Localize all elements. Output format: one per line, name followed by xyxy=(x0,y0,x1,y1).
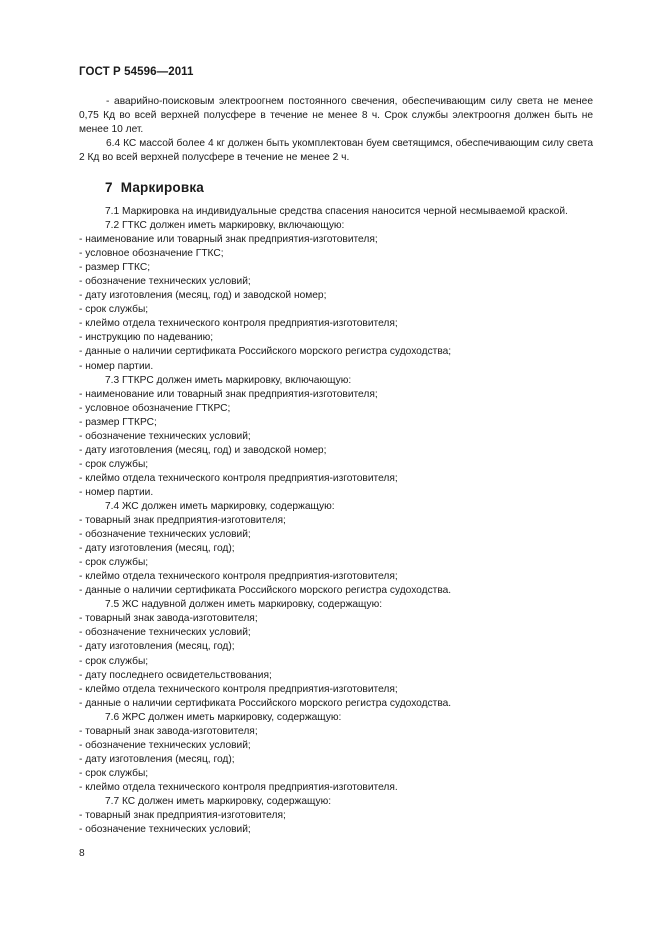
list-item: - обозначение технических условий; xyxy=(79,739,251,751)
list-item: - товарный знак завода-изготовителя; xyxy=(79,725,258,737)
list-item: - товарный знак предприятия-изготовителя; xyxy=(79,810,286,822)
list-item: - размер ГТКС; xyxy=(79,262,151,274)
list-item: - данные о наличии сертификата Российского морского регистра судоходства. xyxy=(79,585,452,597)
list-item: - номер партии. xyxy=(79,360,154,372)
clause-line: 7.6 ЖРС должен иметь маркировку, содержащую: xyxy=(105,711,342,723)
list-item: - клеймо отдела технического контроля предприятия-изготовителя; xyxy=(79,318,398,330)
clause-line: 7.7 КС должен иметь маркировку, содержащую: xyxy=(105,795,332,807)
clause-line: 7.4 ЖС должен иметь маркировку, содержащую: xyxy=(105,500,335,512)
clause-line: 7.3 ГТКРС должен иметь маркировку, включающую: xyxy=(105,374,352,386)
list-item: - данные о наличии сертификата Российского морского регистра судоходства; xyxy=(79,346,452,358)
page-header: ГОСТ Р 54596—2011 xyxy=(79,66,194,78)
paragraph: 6.4 КС массой более 4 кг должен быть укомплектован буем светящимся, обеспечивающим силу света 2 Кд во всей верхней полусфере в течение не менее 2 ч. xyxy=(79,138,593,163)
list-item: - данные о наличии сертификата Российского морского регистра судоходства. xyxy=(79,697,452,709)
list-item: - размер ГТКРС; xyxy=(79,416,157,428)
list-item: - товарный знак предприятия-изготовителя; xyxy=(79,515,286,527)
list-item: - дату изготовления (месяц, год); xyxy=(79,753,235,765)
list-item: - дату последнего освидетельствования; xyxy=(79,669,272,681)
list-item: - клеймо отдела технического контроля предприятия-изготовителя; xyxy=(79,571,398,583)
list-item: - наименование или товарный знак предприятия-изготовителя; xyxy=(79,388,378,400)
section-number: 7 xyxy=(105,180,113,195)
list-item: - клеймо отдела технического контроля предприятия-изготовителя; xyxy=(79,472,398,484)
clause-line: 7.1 Маркировка на индивидуальные средства спасения наносится черной несмываемой краской. xyxy=(105,206,568,217)
list-item: - клеймо отдела технического контроля предприятия-изготовителя. xyxy=(79,781,398,793)
clause-line: 7.2 ГТКС должен иметь маркировку, включающую: xyxy=(105,220,345,232)
list-item: - наименование или товарный знак предприятия-изготовителя; xyxy=(79,234,378,246)
list-item: - дату изготовления (месяц, год); xyxy=(79,641,235,653)
list-item: - условное обозначение ГТКРС; xyxy=(79,402,231,414)
list-item: - срок службы; xyxy=(79,304,149,316)
list-item: - дату изготовления (месяц, год) и заводской номер; xyxy=(79,444,327,456)
list-item: - товарный знак завода-изготовителя; xyxy=(79,613,258,625)
list-item: - условное обозначение ГТКС; xyxy=(79,248,224,260)
clause-line: 7.5 ЖС надувной должен иметь маркировку, содержащую: xyxy=(105,599,383,611)
list-item: - срок службы; xyxy=(79,557,149,569)
list-item: - срок службы; xyxy=(79,767,149,779)
list-item: - обозначение технических условий; xyxy=(79,824,251,836)
list-item: - дату изготовления (месяц, год) и заводской номер; xyxy=(79,290,327,302)
section-heading xyxy=(105,180,204,195)
list-item: - обозначение технических условий; xyxy=(79,529,251,541)
list-item: - номер партии. xyxy=(79,486,154,498)
list-item: - инструкцию по надеванию; xyxy=(79,332,214,344)
intro-text xyxy=(79,95,593,165)
page-number: 8 xyxy=(79,848,85,859)
paragraph: - аварийно-поисковым электроогнем постоянного свечения, обеспечивающим силу света не менее 0,75 Кд во всей верхней полусфере в течение не менее 8 ч. Срок службы электроогня должен быть не менее 10 лет. xyxy=(79,96,593,135)
list-item: - срок службы; xyxy=(79,458,149,470)
list-item: - обозначение технических условий; xyxy=(79,430,251,442)
list-item: - клеймо отдела технического контроля предприятия-изготовителя; xyxy=(79,683,398,695)
list-item: - обозначение технических условий; xyxy=(79,627,251,639)
list-item: - обозначение технических условий; xyxy=(79,276,251,288)
marking-requirements xyxy=(79,205,605,837)
list-item: - срок службы; xyxy=(79,655,149,667)
list-item: - дату изготовления (месяц, год); xyxy=(79,543,235,555)
section-title: Маркировка xyxy=(120,180,204,195)
